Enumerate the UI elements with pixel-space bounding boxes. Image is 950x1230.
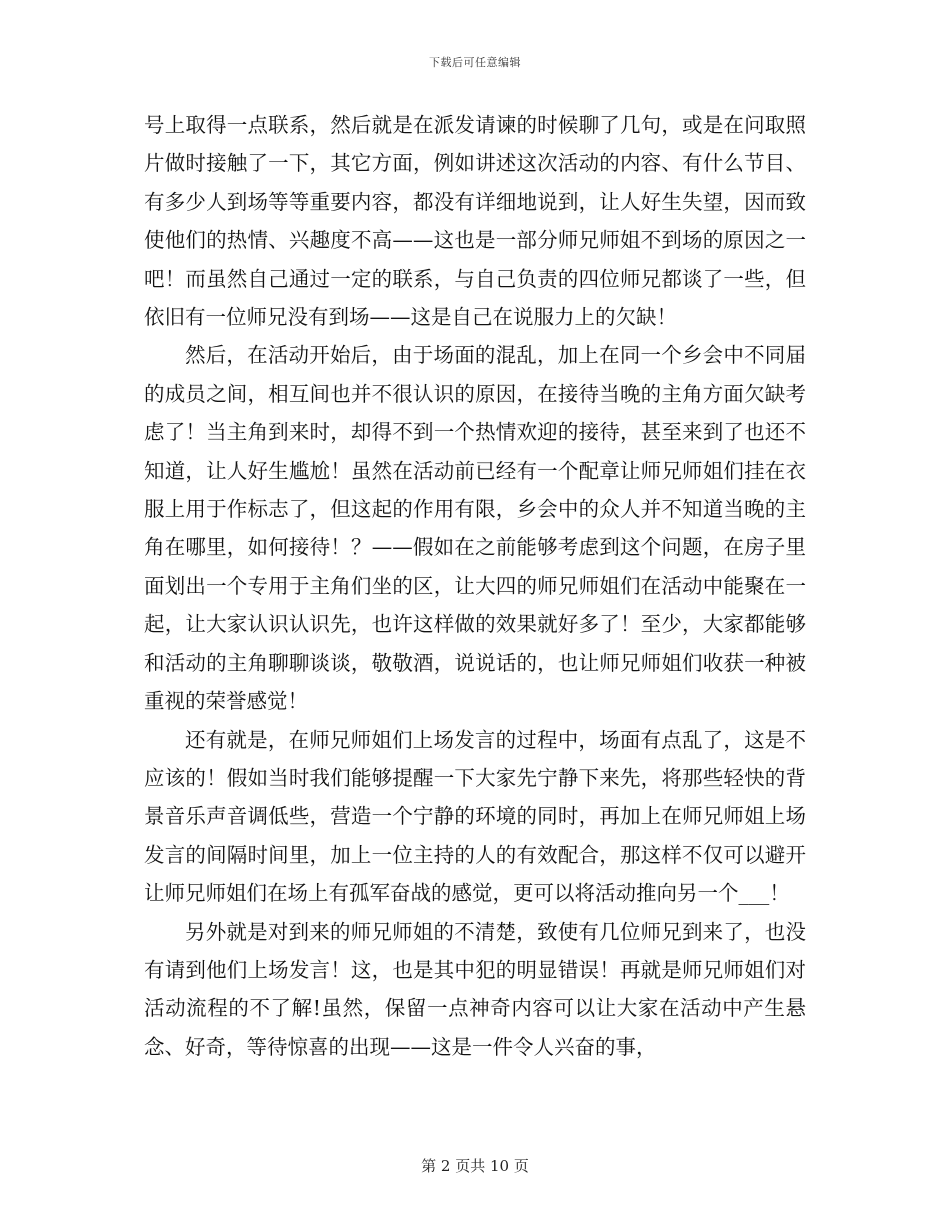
document-body bbox=[144, 106, 806, 1066]
paragraph-2: 然后，在活动开始后，由于场面的混乱，加上在同一个乡会中不同届的成员之间，相互间也并不很认识的原因，在接待当晚的主角方面欠缺考虑了！当主角到来时，却得不到一个热情欢迎的接待，甚至来到了也还不知道，让人好生尴尬！虽然在活动前已经有一个配章让师兄师姐们挂在衣服上用于作标志了，但这起的作用有限，乡会中的众人并不知道当晚的主角在哪里，如何接待！？——假如在之前能够考虑到这个问题，在房子里面划出一个专用于主角们坐的区，让大四的师兄师姐们在活动中能聚在一起，让大家认识认识先，也许这样做的效果就好多了！至少，大家都能够和活动的主角聊聊谈谈，敬敬酒，说说话的，也让师兄师姐们收获一种被重视的荣誉感觉！ bbox=[144, 343, 806, 714]
paragraph-1: 号上取得一点联系，然后就是在派发请谏的时候聊了几句，或是在问取照片做时接触了一下，其它方面，例如讲述这次活动的内容、有什么节目、有多少人到场等等重要内容，都没有详细地说到，让人好生失望，因而致使他们的热情、兴趣度不高——这也是一部分师兄师姐不到场的原因之一吧！而虽然自己通过一定的联系，与自己负责的四位师兄都谈了一些，但依旧有一位师兄没有到场——这是自己在说服力上的欠缺！ bbox=[144, 113, 806, 330]
page-footer: 第 2 页共 10 页 bbox=[421, 1157, 529, 1175]
paragraph-4: 另外就是对到来的师兄师姐的不清楚，致使有几位师兄到来了，也没有请到他们上场发言！这，也是其中犯的明显错误！再就是师兄师姐们对活动流程的不了解!虽然，保留一点神奇内容可以让大家在活动中产生悬念、好奇，等待惊喜的出现——这是一件令人兴奋的事， bbox=[144, 919, 806, 1059]
page-header: 下载后可任意编辑 bbox=[429, 56, 521, 69]
paragraph-3: 还有就是，在师兄师姐们上场发言的过程中，场面有点乱了，这是不应该的！假如当时我们能够提醒一下大家先宁静下来先，将那些轻快的背景音乐声音调低些，营造一个宁静的环境的同时，再加上在师兄师姐上场发言的间隔时间里，加上一位主持的人的有效配合，那这样不仅可以避开让师兄师姐们在场上有孤军奋战的感觉，更可以将活动推向另一个___！ bbox=[144, 727, 806, 906]
